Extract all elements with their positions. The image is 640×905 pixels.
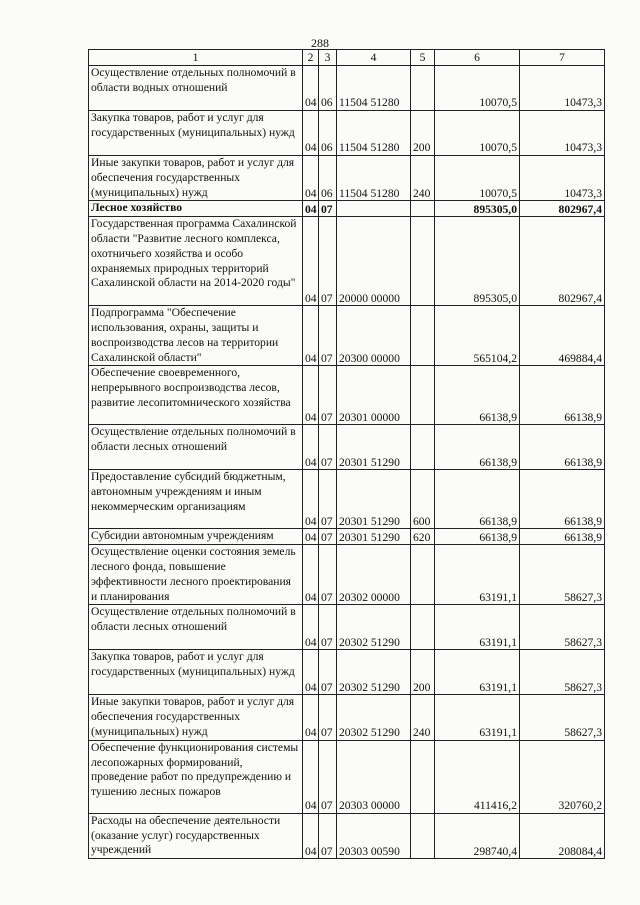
header-cell: 7 <box>520 50 605 66</box>
expense-type: 620 <box>411 529 435 545</box>
amount-col6: 298740,4 <box>435 813 520 858</box>
section-code: 04 <box>303 306 319 366</box>
row-name: Подпрограмма "Обеспечение использования, охраны, защиты и воспроизводства лесов на территории Сахалинской области" <box>89 306 303 366</box>
target-article: 20302 51290 <box>337 605 411 650</box>
section-code: 04 <box>303 813 319 858</box>
section-code: 04 <box>303 605 319 650</box>
amount-col6: 66138,9 <box>435 470 520 529</box>
amount-col7: 802967,4 <box>520 201 605 217</box>
section-code: 04 <box>303 529 319 545</box>
table-row <box>89 545 605 605</box>
expense-type <box>411 201 435 217</box>
subsection-code: 07 <box>319 306 337 366</box>
subsection-code: 07 <box>319 217 337 306</box>
section-code: 04 <box>303 425 319 470</box>
expense-type: 240 <box>411 695 435 740</box>
target-article: 11504 51280 <box>337 66 411 111</box>
table-row <box>89 156 605 201</box>
row-name: Обеспечение своевременного, непрерывного воспроизводства лесов, развитие лесопитомнического хозяйства <box>89 366 303 425</box>
target-article: 20303 00000 <box>337 740 411 813</box>
subsection-code: 07 <box>319 529 337 545</box>
target-article: 11504 51280 <box>337 156 411 201</box>
header-cell: 6 <box>435 50 520 66</box>
subsection-code: 07 <box>319 201 337 217</box>
table-row <box>89 201 605 217</box>
amount-col7: 66138,9 <box>520 366 605 425</box>
amount-col6: 63191,1 <box>435 650 520 695</box>
row-name: Осуществление отдельных полномочий в области лесных отношений <box>89 425 303 470</box>
subsection-code: 07 <box>319 470 337 529</box>
amount-col6: 895305,0 <box>435 201 520 217</box>
row-name: Иные закупки товаров, работ и услуг для обеспечения государственных (муниципальных) нужд <box>89 156 303 201</box>
subsection-code: 06 <box>319 156 337 201</box>
expense-type <box>411 545 435 605</box>
amount-col6: 565104,2 <box>435 306 520 366</box>
section-code: 04 <box>303 366 319 425</box>
amount-col7: 66138,9 <box>520 425 605 470</box>
expense-type: 600 <box>411 470 435 529</box>
subsection-code: 07 <box>319 650 337 695</box>
section-code: 04 <box>303 201 319 217</box>
subsection-code: 07 <box>319 425 337 470</box>
table-row <box>89 66 605 111</box>
table-row <box>89 470 605 529</box>
target-article: 20302 51290 <box>337 650 411 695</box>
row-name: Осуществление отдельных полномочий в области лесных отношений <box>89 605 303 650</box>
table-row <box>89 529 605 545</box>
table-row <box>89 217 605 306</box>
subsection-code: 07 <box>319 605 337 650</box>
amount-col6: 63191,1 <box>435 545 520 605</box>
subsection-code: 07 <box>319 813 337 858</box>
expense-type <box>411 366 435 425</box>
target-article: 20302 51290 <box>337 695 411 740</box>
amount-col6: 10070,5 <box>435 111 520 156</box>
row-name: Обеспечение функционирования системы лесопожарных формирований, проведение работ по предупреждению и тушению лесных пожаров <box>89 740 303 813</box>
target-article <box>337 201 411 217</box>
amount-col7: 10473,3 <box>520 156 605 201</box>
table-row <box>89 366 605 425</box>
table-row <box>89 605 605 650</box>
expense-type <box>411 425 435 470</box>
header-cell: 4 <box>337 50 411 66</box>
subsection-code: 07 <box>319 695 337 740</box>
amount-col7: 802967,4 <box>520 217 605 306</box>
row-name: Иные закупки товаров, работ и услуг для обеспечения государственных (муниципальных) нужд <box>89 695 303 740</box>
amount-col6: 66138,9 <box>435 366 520 425</box>
section-code: 04 <box>303 740 319 813</box>
page-number: 288 <box>311 36 329 50</box>
row-name: Закупка товаров, работ и услуг для государственных (муниципальных) нужд <box>89 111 303 156</box>
table-row <box>89 306 605 366</box>
section-code: 04 <box>303 695 319 740</box>
amount-col7: 58627,3 <box>520 605 605 650</box>
subsection-code: 06 <box>319 111 337 156</box>
row-name: Субсидии автономным учреждениям <box>89 529 303 545</box>
amount-col7: 66138,9 <box>520 529 605 545</box>
section-code: 04 <box>303 217 319 306</box>
header-cell: 3 <box>319 50 337 66</box>
target-article: 20000 00000 <box>337 217 411 306</box>
amount-col7: 208084,4 <box>520 813 605 858</box>
expense-type <box>411 66 435 111</box>
header-cell: 1 <box>89 50 303 66</box>
target-article: 20301 51290 <box>337 529 411 545</box>
amount-col7: 10473,3 <box>520 111 605 156</box>
header-row <box>89 50 605 66</box>
section-code: 04 <box>303 66 319 111</box>
header-cell: 5 <box>411 50 435 66</box>
target-article: 20301 51290 <box>337 425 411 470</box>
section-code: 04 <box>303 156 319 201</box>
section-code: 04 <box>303 470 319 529</box>
target-article: 20301 00000 <box>337 366 411 425</box>
header-cell: 2 <box>303 50 319 66</box>
subsection-code: 07 <box>319 740 337 813</box>
amount-col6: 10070,5 <box>435 66 520 111</box>
amount-col7: 58627,3 <box>520 650 605 695</box>
table-row <box>89 695 605 740</box>
expense-type <box>411 813 435 858</box>
amount-col6: 63191,1 <box>435 605 520 650</box>
target-article: 20302 00000 <box>337 545 411 605</box>
row-name: Лесное хозяйство <box>89 201 303 217</box>
row-name: Осуществление отдельных полномочий в области водных отношений <box>89 66 303 111</box>
amount-col7: 320760,2 <box>520 740 605 813</box>
table-row <box>89 813 605 858</box>
section-code: 04 <box>303 111 319 156</box>
amount-col6: 66138,9 <box>435 425 520 470</box>
row-name: Закупка товаров, работ и услуг для государственных (муниципальных) нужд <box>89 650 303 695</box>
table-row <box>89 111 605 156</box>
amount-col6: 66138,9 <box>435 529 520 545</box>
expense-type <box>411 306 435 366</box>
table-row <box>89 425 605 470</box>
expense-type: 200 <box>411 650 435 695</box>
amount-col7: 66138,9 <box>520 470 605 529</box>
expense-type <box>411 605 435 650</box>
section-code: 04 <box>303 650 319 695</box>
amount-col6: 63191,1 <box>435 695 520 740</box>
expense-type: 200 <box>411 111 435 156</box>
row-name: Расходы на обеспечение деятельности (оказание услуг) государственных учреждений <box>89 813 303 858</box>
section-code: 04 <box>303 545 319 605</box>
amount-col7: 10473,3 <box>520 66 605 111</box>
amount-col6: 411416,2 <box>435 740 520 813</box>
budget-table <box>88 49 605 859</box>
expense-type: 240 <box>411 156 435 201</box>
subsection-code: 07 <box>319 366 337 425</box>
amount-col6: 10070,5 <box>435 156 520 201</box>
table-row <box>89 650 605 695</box>
subsection-code: 07 <box>319 545 337 605</box>
target-article: 20300 00000 <box>337 306 411 366</box>
row-name: Осуществление оценки состояния земель лесного фонда, повышение эффективности лесного проектирования и планирования <box>89 545 303 605</box>
row-name: Предоставление субсидий бюджетным, автономным учреждениям и иным некоммерческим организациям <box>89 470 303 529</box>
amount-col7: 58627,3 <box>520 695 605 740</box>
subsection-code: 06 <box>319 66 337 111</box>
table-row <box>89 740 605 813</box>
amount-col6: 895305,0 <box>435 217 520 306</box>
target-article: 11504 51280 <box>337 111 411 156</box>
target-article: 20303 00590 <box>337 813 411 858</box>
expense-type <box>411 217 435 306</box>
amount-col7: 58627,3 <box>520 545 605 605</box>
amount-col7: 469884,4 <box>520 306 605 366</box>
row-name: Государственная программа Сахалинской области "Развитие лесного комплекса, охотничьего хозяйства и особо охраняемых природных территорий Сахалинской области на 2014-2020 годы" <box>89 217 303 306</box>
target-article: 20301 51290 <box>337 470 411 529</box>
expense-type <box>411 740 435 813</box>
